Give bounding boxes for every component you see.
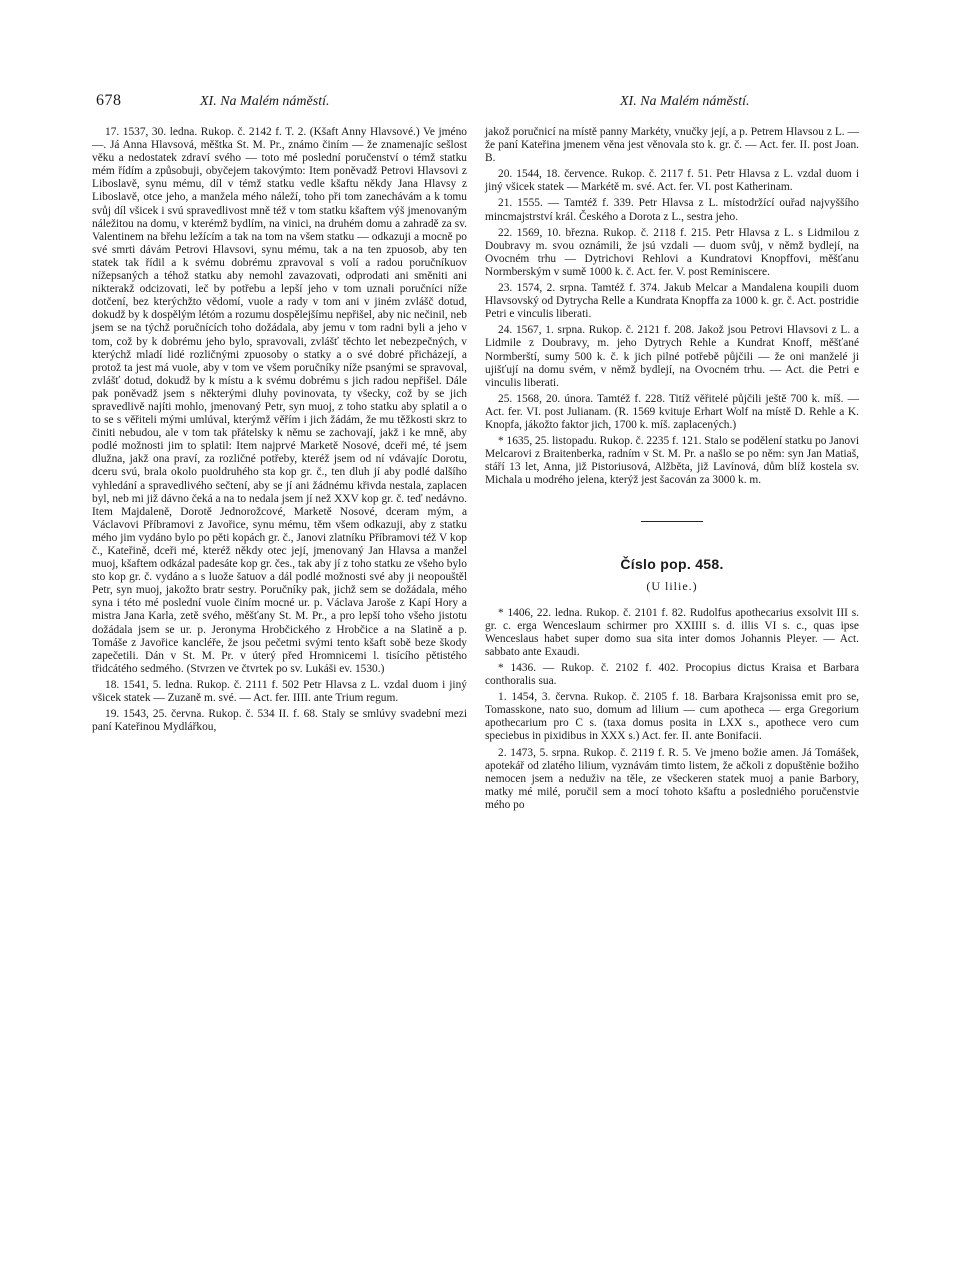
page-number: 678 — [96, 92, 122, 109]
entry-1-paragraph: 1. 1454, 3. června. Rukop. č. 2105 f. 18. Barbara Krajsonissa emit pro se, Tomasskone, nato suo, domum ad lilium — cum apotheca — erga Gregorium apothecarium pro C s. (taxa domus posita in LXX s., apothece vero cum speciebus in pixidibus in XXX s.) Act. fer. II. ante Bonifacii. — [485, 691, 859, 743]
entry-22-paragraph: 22. 1569, 10. března. Rukop. č. 2118 f. 215. Petr Hlavsa z L. s Lidmilou z Doubravy m. svou oznámili, že jsú vzdali — duom svůj, v němž bydlejí, na Ovocném trhu — Dytrichovi Rehlovi a Kundratovi Knopffovi, měšťanu Normberským v sumě 1000 k. č. Act. fer. V. post Reminiscere. — [485, 226, 859, 278]
entry-17-paragraph: 17. 1537, 30. ledna. Rukop. č. 2142 f. T. 2. (Kšaft Anny Hlavsové.) Ve jméno —. Já Anna Hlavsová, měštka St. M. Pr., známo činím — že znamenajíc sešlost věku a nedostatek zdraví svého — toto mé poslední poručenství o témž statku mém řídím a způsobuji, obyčejem takovýmto: Item poněvadž Petrovi Hlavsovi z Liboslavě, synu mému, díl v témž statku vedle kšaftu někdy Jana Hlavsy z Liboslavě, otce jeho, a manžela mého náleží, toho při tom zanechávám a k tomu svůj díl všicek i svú spravedlivost mně též v tom statku kšaftem výš jmenovaným náležitou na domu, v kterémž bydlím, na vinici, na druhém domu a zahradě za sv. Valentinem na břehu ležícím a tak na tom na všem statku — odkazuji a mocně po své smrti dávám Petrovi Hlavsovi, synu mému, tak a na ten zpuosob, aby ten statek tak řídil a k svému dobrému zpravoval s volí a radou poručníkuov nížepsaných a téhož statku aby nemohl zavazovati, odprodati ani směniti ani nikterakž odcizovati, leč by potřebu a lepší jeho v tom uznali poručníci níže dotčení, bez kterýchžto vědomí, vuole a rady v tom ani v jiném zvlášč dotud, dokudž by k dospělým létóm a rozumu dospělejšímu nepřišel, aby nic nečinil, neb jsem se na týchž poručnících toho dožádala, aby jemu v tom radni byli a jeho v tom, což by k dobrému jeho bylo, spravovali, zvlášť těchto let nebezpečných, v kterýchž mladí lidé rozličnými zpuosoby o statky a o své dobré přicházejí, a protož ta jest má vuole, aby v tom ve všem poručníky níže psanými se spravoval, zvlášť dotud, dokudž by k místu a k svému dobrému s jich radou nepřišel. Dále pak poněvadž jsem s některými dluhy povinovata, ty všecky, což by se jich spravedlivě najíti mohlo, jmenovaný Petr, syn muoj, z toho statku aby splatil a o to se s věřiteli mými umlúval, kterýmž věřím i jich žádám, že mu těžkosti skrz to činiti nebudou, ale v tom tak přátelsky k němu se zachovají, jakž i ke mně, aby podlé možnosti jim to splatil: Item najprvé Marketě Nosové, dceři mé, té jsem dlužna, jakž ona praví, za rozličné potřeby, kteréž jsem od ní vdávajíc Dorotu, dceru svú, brala okolo puoldruhého sta kop gr. č., ten dluh jí aby podlé dalšího vyhledání a spravedlivého sečtení, aby se jí ani žádnému křivda nestala, zaplacen byl, neb mi již dávno čeká a na to nedala jsem jí než XXV kop gr. č. teď nedávno. Item Majdaleně, Dorotě Jednorožcové, Marketě Nosové, dceram mým, a Václavovi Příbramovi z Javořice, synu mému, těm všem odkazuji, aby z statku mého jim vydáno bylo po pěti kopách gr. č., Janovi zlatníku Příbramovi též V kop č., Kateřině, dceři mé, kteréž někdy otec její, jmenovaný Jan Hlavsa a manžel muoj, kšaftem odkázal padesáte kop gr. čes., tak aby jí z toho statku ze všeho bylo sto kop gr. č. vydáno a s luože šatuov a dál podlé možnosti své aby ji neopouštěl Petr, syn muoj, jakožto bratr sestry. Poručníky pak, jichž sem se dožádala, mého syna i této mé poslední vuole činím mocné ur. p. Václava Jaroše z Kapí Hory a mistra Jana Karla, zetě svého, měšťany St. M. Pr., a pro lepší toho všeho jistotu dožádala jsem se ur. p. Jeronyma Hrobčického z Hrobčice a na Slatině a p. Tomáše z Javořice kancléře, že jsou pečetmi svými tento kšaft sobě beze škody zapečetili. Dán v St. M. Pr. v úterý před Hromnicemi l. tisícího pětistého třidcátého sedmého. (Stvrzen ve čtvrtek po sv. Lukáši ev. 1530.) — [92, 126, 467, 675]
section-title: Číslo pop. 458. — [620, 556, 724, 573]
entry-25-paragraph: 25. 1568, 20. února. Tamtéž f. 228. Titíž věřitelé půjčili ještě 700 k. míš. — Act. fer. VI. post Julianam. (R. 1569 kvituje Erhart Wolf na místě D. Rehle a K. Knopfa, jákožto faktor jich, 1700 k. míš. zaplacených.) — [485, 392, 859, 431]
entry-19-paragraph: 19. 1543, 25. června. Rukop. č. 534 II. f. 68. Staly se smlúvy svadební mezi paní Kateřinou Mydlářkou, — [92, 708, 467, 734]
entry-1635-paragraph: * 1635, 25. listopadu. Rukop. č. 2235 f. 121. Stalo se podělení statku po Janovi Melcarovi z Braitenberka, radním v St. M. Pr. a našlo se po něm: syn Jan Matiaš, stáří 13 let, Anna, již Pistoriusová, Alžběta, již Lavínová, dům blíž kostela sv. Michala u modrého jelena, kterýž jest šacován za 3000 k. m. — [485, 435, 859, 487]
entry-21-paragraph: 21. 1555. — Tamtéž f. 339. Petr Hlavsa z L. místodržící ouřad najvyššího mincmajstrství král. Českého a Dorota z L., sestra jeho. — [485, 197, 859, 223]
entry-19-continuation-paragraph: jakož poručnicí na místě panny Markéty, vnučky její, a p. Petrem Hlavsou z L. — že paní Kateřina jmenem věna jest věnovala sto k. gr. č. — Act. fer. II. post Joan. B. — [485, 126, 859, 165]
entry-2-paragraph: 2. 1473, 5. srpna. Rukop. č. 2119 f. R. 5. Ve jmeno božie amen. Já Tomášek, apotekář od zlatého lilium, vyznávám timto listem, že ačkoli z dopuštěnie božiho nemocen jsem a neduživ na těle, ze všeckeren statek muoj a panie Barbory, matky mé milé, poručil sem a mocí tohoto kšaftu a posledniého poručenstvie mého po — [485, 746, 859, 811]
entry-23-paragraph: 23. 1574, 2. srpna. Tamtéž f. 374. Jakub Melcar a Mandalena koupili duom Hlavsovský od Dytrycha Relle a Kundrata Knopffa za 1000 k. gr. č. Act. postridie Petri e vinculis liberati. — [485, 282, 859, 321]
running-head-right: XI. Na Malém náměstí. — [620, 94, 750, 109]
right-column — [485, 126, 859, 815]
section-subtitle: (U lilie.) — [646, 578, 698, 593]
entry-1436-paragraph: * 1436. — Rukop. č. 2102 f. 402. Procopius dictus Kraisa et Barbara conthoralis sua. — [485, 662, 859, 688]
entry-20-paragraph: 20. 1544, 18. července. Rukop. č. 2117 f. 51. Petr Hlavsa z L. vzdal duom i jiný všicek statek — Markétě m. své. Act. fer. VI. post Katherinam. — [485, 168, 859, 194]
running-head-left: XI. Na Malém náměstí. — [200, 94, 330, 109]
entry-1406-paragraph: * 1406, 22. ledna. Rukop. č. 2101 f. 82. Rudolfus apothecarius exsolvit III s. gr. c. erga Wenceslaum schirmer pro XXIIII s. d. illis VI s. c., quas ipse Wenceslaus habet super domo sua sita inter domos Johannis Pleyer. — Act. sabbato ante Exaudi. — [485, 606, 859, 658]
entry-18-paragraph: 18. 1541, 5. ledna. Rukop. č. 2111 f. 502 Petr Hlavsa z L. vzdal duom i jiný všicek statek — Zuzaně m. své. — Act. fer. IIII. ante Trium regum. — [92, 678, 467, 705]
entry-24-paragraph: 24. 1567, 1. srpna. Rukop. č. 2121 f. 208. Jakož jsou Petrovi Hlavsovi z L. a Lidmile z Doubravy, m. jeho Dytrych Rehle a Kundrat Knoff, měšťané Normberští, sumy 500 k. č. k jich pilné potřebě půjčili — že oni manželé ji ujišťují na domu svém, v němž bydlejí, na Ovocném trhu. — Act. die Petri e vinculis liberati. — [485, 324, 859, 389]
left-column — [92, 126, 467, 737]
section-divider — [641, 521, 703, 522]
